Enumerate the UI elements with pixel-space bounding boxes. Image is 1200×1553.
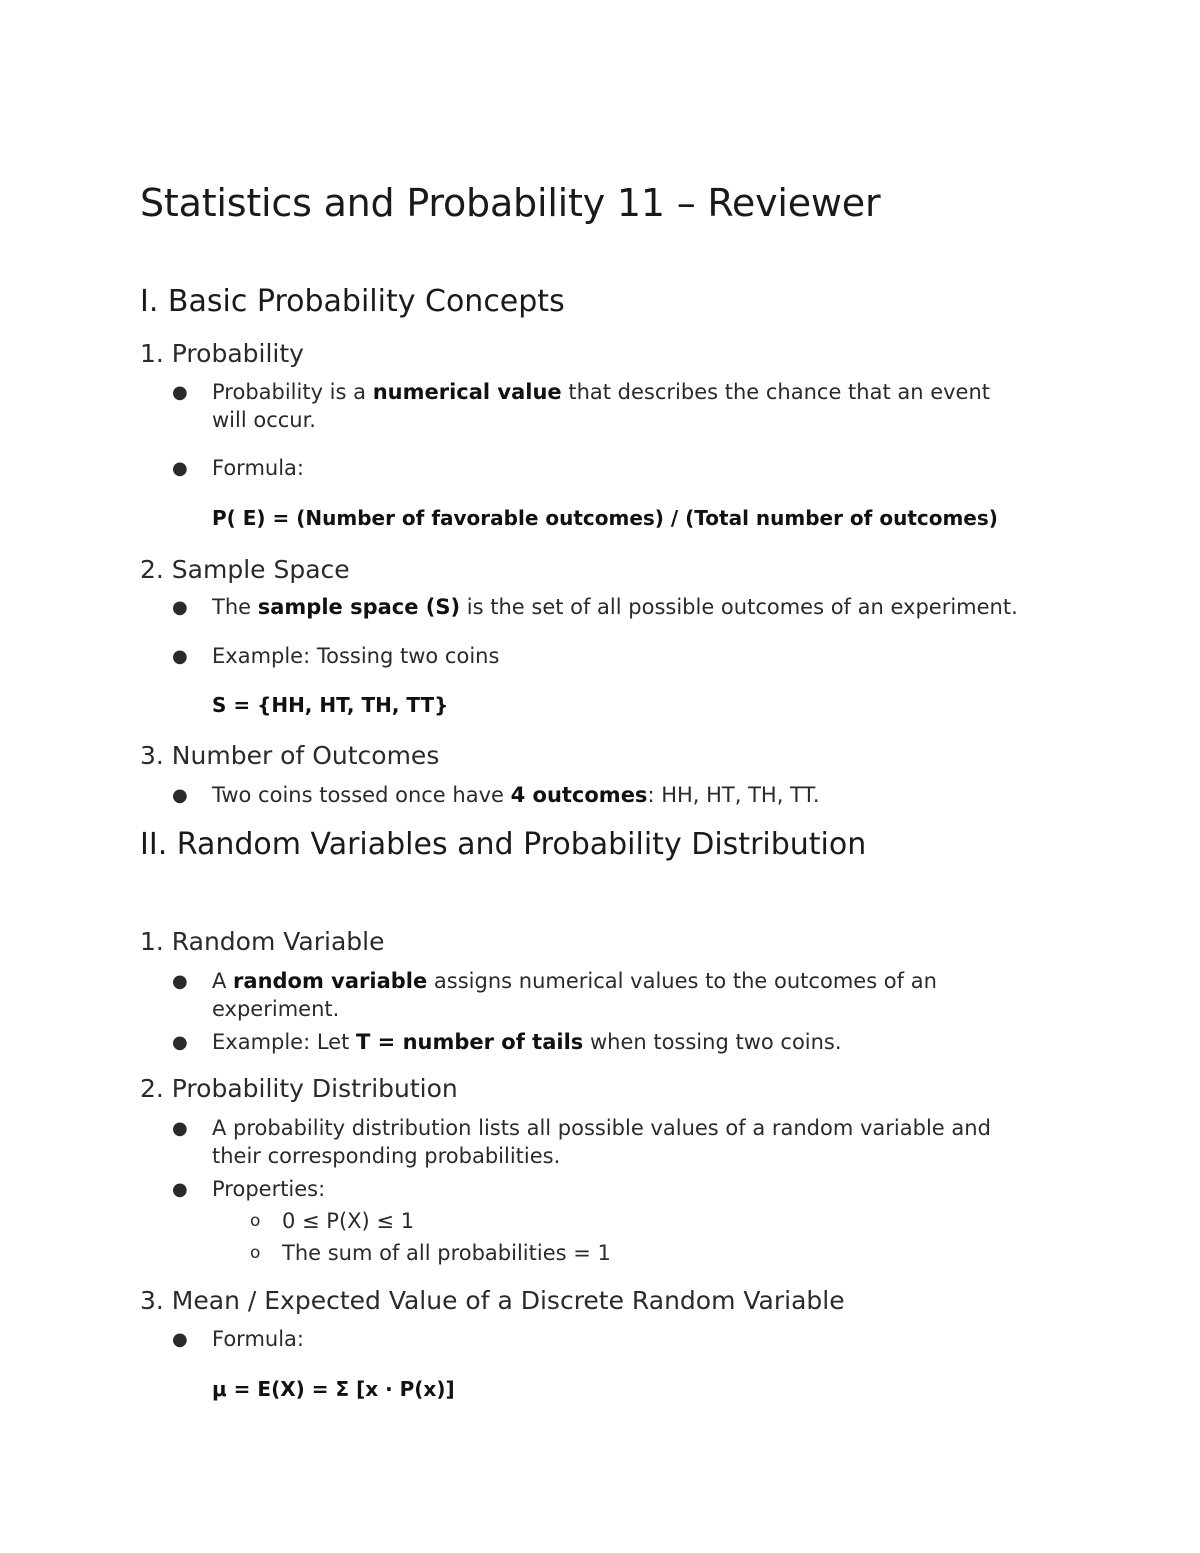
section-1-heading: I. Basic Probability Concepts: [140, 284, 565, 319]
bullet-icon: ●: [172, 1179, 188, 1200]
bullet-icon: ●: [172, 1032, 188, 1053]
document-title: Statistics and Probability 11 – Reviewer: [140, 181, 881, 225]
sample-space-heading: 2. Sample Space: [140, 555, 350, 584]
circle-bullet-icon: o: [250, 1243, 261, 1263]
bullet-icon: ●: [172, 785, 188, 806]
property-item: The sum of all probabilities = 1: [282, 1241, 611, 1265]
mean-formula: μ = E(X) = Σ [x · P(x)]: [212, 1377, 455, 1401]
properties-label: Properties:: [212, 1177, 326, 1201]
formula-label: Formula:: [212, 456, 304, 480]
outcomes-text: Two coins tossed once have 4 outcomes: HH, HT, TH, TT.: [212, 783, 820, 807]
bullet-icon: ●: [172, 597, 188, 618]
document-page: Statistics and Probability 11 – Reviewer I. Basic Probability Concepts 1. Probability ● Probability is a numerical value that describes the chance that an event will occur. ● Formula: P( E) = (Number of favorable outcomes) / (Total number of outcomes) 2. Sample Space ● The sample space (S) is the set of all possible outcomes of an experiment. ● Example: Tossing two coins S = {HH, HT, TH, TT} 3. Number of Outcomes ● Two coins tossed once have 4 outcomes: HH, HT, TH, TT. II. Random Variables and Probability Distribution 1. Random Variable ● A random variable assigns numerical values to the outcomes of an experiment. ● Example: Let T = number of tails when tossing two coins. 2. Probability Distribution ● A probability distribution lists all possible values of a random variable and their corresponding probabilities. ● Properties: o 0 ≤ P(X) ≤ 1 o The sum of all probabilities = 1 3. Mean / Expected Value of a Discrete Random Variable ● Formula: μ = E(X) = Σ [x · P(x)]: [140, 181, 1018, 1401]
probability-formula: P( E) = (Number of favorable outcomes) / (Total number of outcomes): [212, 506, 998, 530]
mean-heading: 3. Mean / Expected Value of a Discrete Random Variable: [140, 1286, 845, 1315]
sample-space-example: Example: Tossing two coins: [212, 644, 500, 668]
sample-space-definition: The sample space (S) is the set of all possible outcomes of an experiment.: [212, 595, 1018, 619]
bullet-icon: ●: [172, 382, 188, 403]
probability-heading: 1. Probability: [140, 339, 304, 368]
random-variable-heading: 1. Random Variable: [140, 927, 385, 956]
bullet-icon: ●: [172, 646, 188, 667]
property-item: 0 ≤ P(X) ≤ 1: [282, 1209, 415, 1233]
sample-space-set: S = {HH, HT, TH, TT}: [212, 693, 449, 717]
bullet-icon: ●: [172, 1118, 188, 1139]
circle-bullet-icon: o: [250, 1211, 261, 1231]
section-2-heading: II. Random Variables and Probability Distribution: [140, 827, 867, 862]
probability-definition: Probability is a numerical value that describes the chance that an event: [212, 380, 991, 404]
bullet-icon: ●: [172, 971, 188, 992]
random-variable-example: Example: Let T = number of tails when tossing two coins.: [212, 1030, 842, 1054]
distribution-definition: A probability distribution lists all possible values of a random variable and: [212, 1116, 991, 1140]
bullet-icon: ●: [172, 458, 188, 479]
random-variable-definition: A random variable assigns numerical values to the outcomes of an: [212, 969, 937, 993]
formula-label: Formula:: [212, 1327, 304, 1351]
bullet-icon: ●: [172, 1329, 188, 1350]
outcomes-heading: 3. Number of Outcomes: [140, 741, 440, 770]
distribution-heading: 2. Probability Distribution: [140, 1074, 458, 1103]
